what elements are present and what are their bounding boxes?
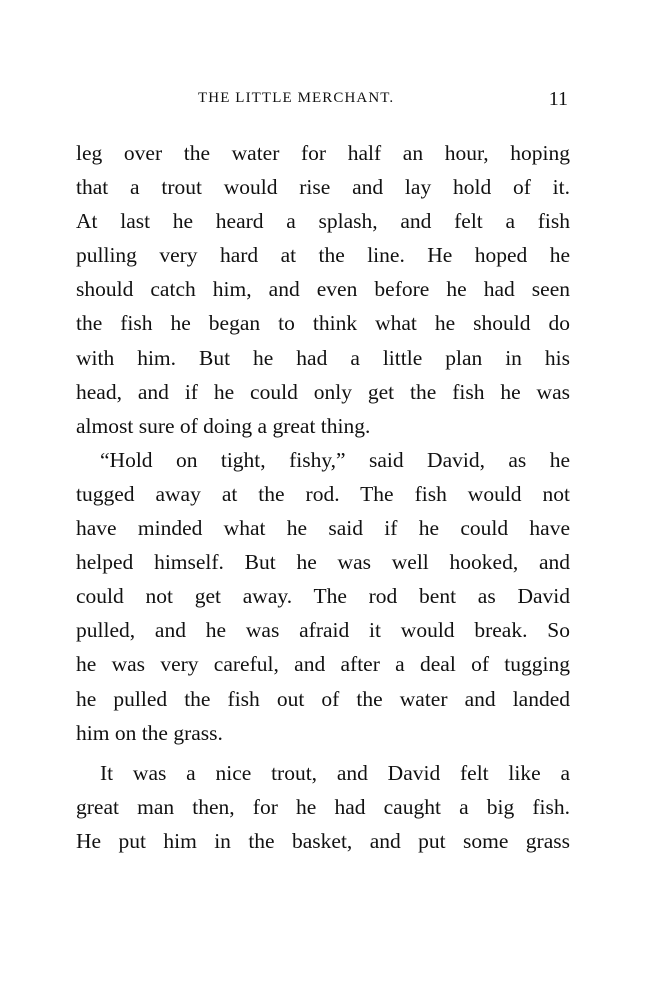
text-line: tugged away at the rod. The fish would not [76,481,570,506]
page-number: 11 [548,88,568,110]
text-line: At last he heard a splash, and felt a fish [76,209,570,234]
text-line: with him. But he had a little plan in his [76,345,570,370]
text-line: great man then, for he had caught a big fish. [76,794,570,819]
text-line: “Hold on tight, fishy,” said David, as he [100,447,570,472]
text-line: should catch him, and even before he had seen [76,277,570,302]
running-head [76,90,570,114]
text-line: he pulled the fish out of the water and landed [76,686,570,711]
text-line: pulling very hard at the line. He hoped he [76,243,570,268]
text-line: He put him in the basket, and put some grass [76,828,570,853]
text-line: almost sure of doing a great thing. [76,413,371,438]
text-line: helped himself. But he was well hooked, and [76,550,570,575]
running-title: THE LITTLE MERCHANT. [198,90,395,106]
text-line: head, and if he could only get the fish he was [76,379,570,404]
text-line: have minded what he said if he could have [76,516,570,541]
text-line: him on the grass. [76,720,223,745]
text-line: pulled, and he was afraid it would break. So [76,618,570,643]
text-line: the fish he began to think what he should do [76,311,570,336]
text-line: could not get away. The rod bent as David [76,584,570,609]
text-line: It was a nice trout, and David felt like a [100,760,570,785]
body-text [76,136,570,858]
text-line: leg over the water for half an hour, hoping [76,141,570,165]
text-line: that a trout would rise and lay hold of it. [76,175,570,200]
text-line: he was very careful, and after a deal of tugging [76,652,570,677]
